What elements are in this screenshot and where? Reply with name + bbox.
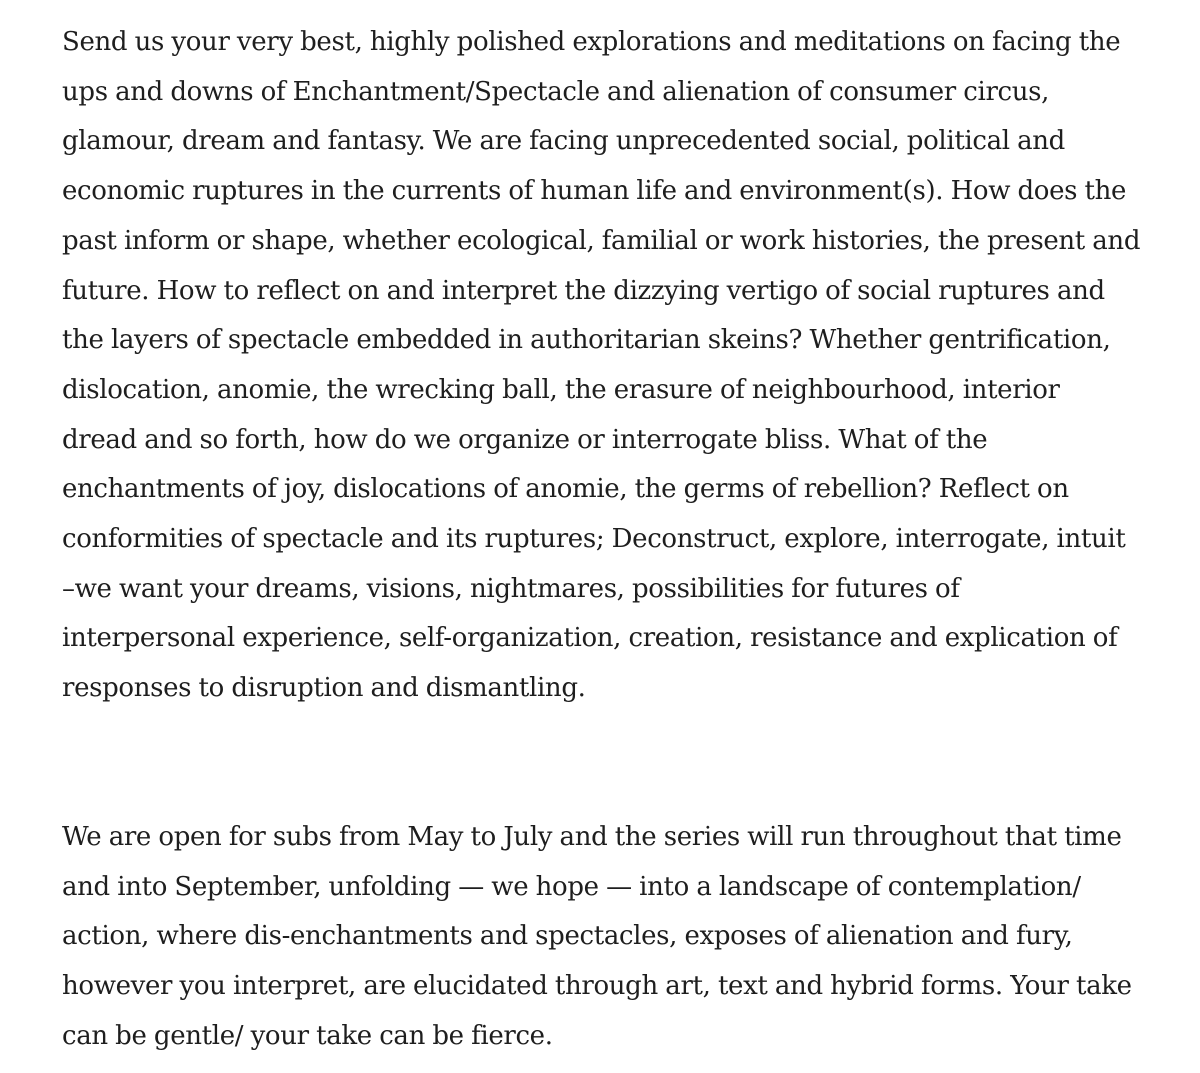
- text-line: the layers of spectacle embedded in authoritarian skeins? Whether gentrification,: [62, 325, 1111, 356]
- text-line: enchantments of joy, dislocations of anomie, the germs of rebellion? Reflect on: [62, 474, 1069, 505]
- text-line: action, where dis-enchantments and spectacles, exposes of alienation and fury,: [62, 921, 1073, 952]
- text-line: economic ruptures in the currents of human life and environment(s). How does the: [62, 176, 1127, 207]
- text-line: responses to disruption and dismantling.: [62, 673, 586, 704]
- text-line: interpersonal experience, self-organization, creation, resistance and explication of: [62, 623, 1118, 654]
- submission-timeline-paragraph: [62, 813, 1132, 1062]
- text-line: however you interpret, are elucidated through art, text and hybrid forms. Your take: [62, 970, 1132, 1001]
- text-line: conformities of spectacle and its ruptures; Deconstruct, explore, interrogate, intuit: [62, 524, 1126, 555]
- text-line: dread and so forth, how do we organize or interrogate bliss. What of the: [62, 424, 988, 455]
- text-line: dislocation, anomie, the wrecking ball, the erasure of neighbourhood, interior: [62, 374, 1060, 405]
- text-line: –we want your dreams, visions, nightmares, possibilities for futures of: [62, 573, 960, 604]
- text-line: can be gentle/ your take can be fierce.: [62, 1020, 553, 1051]
- text-line: Send us your very best, highly polished explorations and meditations on facing the: [62, 27, 1121, 57]
- article-body: [62, 18, 1141, 1061]
- text-line: ups and downs of Enchantment/Spectacle and alienation of consumer circus,: [62, 76, 1050, 107]
- text-line: and into September, unfolding — we hope — into a landscape of contemplation/: [62, 871, 1081, 902]
- text-line: past inform or shape, whether ecological, familial or work histories, the present and: [62, 225, 1141, 256]
- text-line: We are open for subs from May to July and the series will run throughout that time: [62, 821, 1122, 852]
- text-line: future. How to reflect on and interpret the dizzying vertigo of social ruptures and: [62, 275, 1105, 306]
- call-for-submissions-paragraph: [62, 18, 1141, 714]
- text-line: glamour, dream and fantasy. We are facing unprecedented social, political and: [62, 126, 1065, 157]
